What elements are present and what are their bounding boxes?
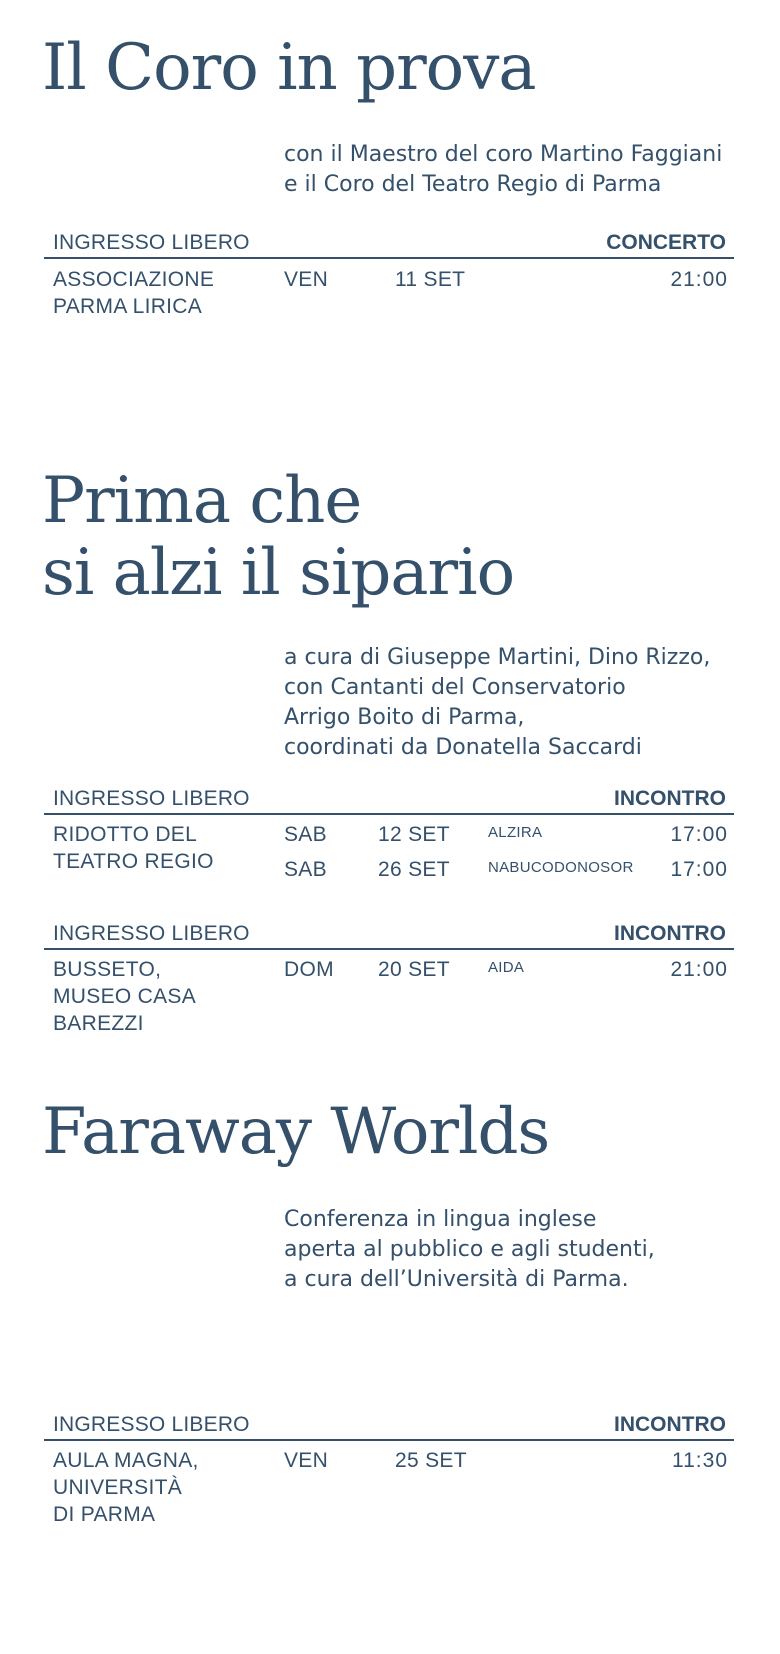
- event-date: 25 SET: [395, 1449, 467, 1472]
- subtitle-line: e il Coro del Teatro Regio di Parma: [284, 172, 662, 197]
- entry-label: INGRESSO LIBERO: [53, 1413, 250, 1436]
- event-kind-label: CONCERTO: [606, 231, 726, 254]
- event-day: VEN: [284, 268, 329, 291]
- title-line: Faraway Worlds: [42, 1095, 550, 1169]
- subtitle-line: aperta al pubblico e agli studenti,: [284, 1237, 655, 1262]
- event-date: 12 SET: [378, 823, 450, 846]
- venue-line: AULA MAGNA,: [53, 1449, 199, 1472]
- event-subtitle-coro: [284, 140, 722, 200]
- subtitle-line: con il Maestro del coro Martino Faggiani: [284, 142, 723, 167]
- event-subtitle-faraway: [284, 1205, 655, 1295]
- opera-name: ALZIRA: [488, 824, 543, 841]
- venue-line: BUSSETO,: [53, 958, 162, 981]
- event-kind-label: INCONTRO: [614, 787, 726, 810]
- venue-line: UNIVERSITÀ: [53, 1476, 183, 1499]
- subtitle-line: Conferenza in lingua inglese: [284, 1207, 597, 1232]
- event-header-row: [44, 231, 734, 259]
- venue-line: TEATRO REGIO: [53, 850, 214, 873]
- event-subtitle-sipario: [284, 643, 710, 763]
- subtitle-line: a cura di Giuseppe Martini, Dino Rizzo,: [284, 645, 711, 670]
- title-line: Prima che: [42, 464, 362, 538]
- event-time: 21:00: [670, 268, 728, 291]
- entry-label: INGRESSO LIBERO: [53, 922, 250, 945]
- event-time: 21:00: [670, 958, 728, 981]
- event-date: 26 SET: [378, 858, 450, 881]
- subtitle-line: Arrigo Boito di Parma,: [284, 705, 525, 730]
- venue-line: DI PARMA: [53, 1503, 156, 1526]
- venue: [53, 821, 214, 875]
- event-day: SAB: [284, 823, 327, 846]
- event-header-row: [44, 1413, 734, 1441]
- opera-name: AIDA: [488, 959, 525, 976]
- subtitle-line: coordinati da Donatella Saccardi: [284, 735, 642, 760]
- event-time: 17:00: [670, 823, 728, 846]
- venue-line: MUSEO CASA: [53, 985, 197, 1008]
- title-line: si alzi il sipario: [42, 536, 515, 610]
- event-header-row: [44, 922, 734, 950]
- event-day: VEN: [284, 1449, 329, 1472]
- event-title-coro: [42, 32, 536, 104]
- event-day: DOM: [284, 958, 334, 981]
- opera-name: NABUCODONOSOR: [488, 859, 634, 876]
- event-time: 17:00: [670, 858, 728, 881]
- event-title-faraway: [42, 1096, 549, 1168]
- entry-label: INGRESSO LIBERO: [53, 787, 250, 810]
- venue: [53, 266, 214, 320]
- event-header-row: [44, 787, 734, 815]
- title-line: Il Coro in prova: [42, 31, 536, 105]
- event-kind-label: INCONTRO: [614, 1413, 726, 1436]
- venue: [53, 1447, 199, 1528]
- venue-line: PARMA LIRICA: [53, 295, 203, 318]
- venue: [53, 956, 196, 1037]
- entry-label: INGRESSO LIBERO: [53, 231, 250, 254]
- event-date: 11 SET: [395, 268, 466, 291]
- venue-line: RIDOTTO DEL: [53, 823, 198, 846]
- event-kind-label: INCONTRO: [614, 922, 726, 945]
- subtitle-line: a cura dell’Università di Parma.: [284, 1267, 629, 1292]
- event-time: 11:30: [672, 1449, 728, 1472]
- event-title-sipario: [42, 465, 514, 609]
- event-date: 20 SET: [378, 958, 450, 981]
- subtitle-line: con Cantanti del Conservatorio: [284, 675, 626, 700]
- venue-line: BAREZZI: [53, 1012, 144, 1035]
- venue-line: ASSOCIAZIONE: [53, 268, 215, 291]
- event-day: SAB: [284, 858, 327, 881]
